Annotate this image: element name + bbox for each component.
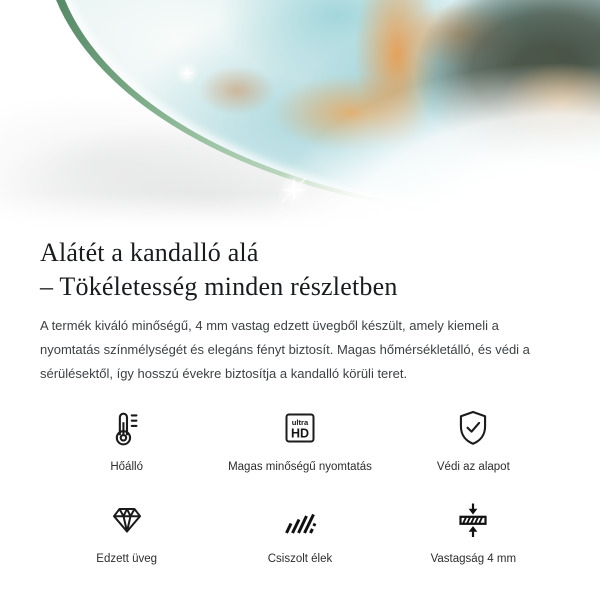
feature-polished-edges [213,498,386,566]
page-title-line2: – Tökéletesség minden részletben [40,272,398,301]
feature-heat-resistant [40,406,213,474]
product-photo [0,0,600,230]
feature-thickness [387,498,560,566]
svg-text:ultra: ultra [291,418,309,427]
svg-text:HD: HD [290,426,310,441]
polished-edges-icon [279,498,321,542]
shield-check-icon [452,406,494,450]
photo-fade-overlay [0,0,600,230]
product-description: A termék kiváló minőségű, 4 mm vastag edzett üvegből készült, amely kiemeli a nyomtatás színmélységét és elegáns fényt biztosít. Magas hőmérsékletálló, és védi a sérülésektől, így hosszú évekre biztosítja a kandalló körüli teret. [40,318,530,381]
diamond-icon [106,498,148,542]
feature-high-quality-print [213,406,386,474]
page-title-line1: Alátét a kandalló alá [40,238,259,267]
feature-label: Vastagság 4 mm [430,553,517,565]
feature-label: Edzett üveg [96,553,158,565]
thickness-icon [453,498,493,542]
feature-label: Magas minőségű nyomtatás [228,461,372,473]
ultra-hd-badge-icon [280,406,320,450]
feature-label: Csiszolt élek [267,553,333,565]
feature-grid [40,406,560,566]
content-area [0,230,600,566]
feature-label: Védi az alapot [436,461,510,473]
thermometer-icon [106,406,148,450]
feature-label: Hőálló [110,461,143,473]
feature-tempered-glass [40,498,213,566]
page-title [40,236,560,304]
feature-protects-base [387,406,560,474]
